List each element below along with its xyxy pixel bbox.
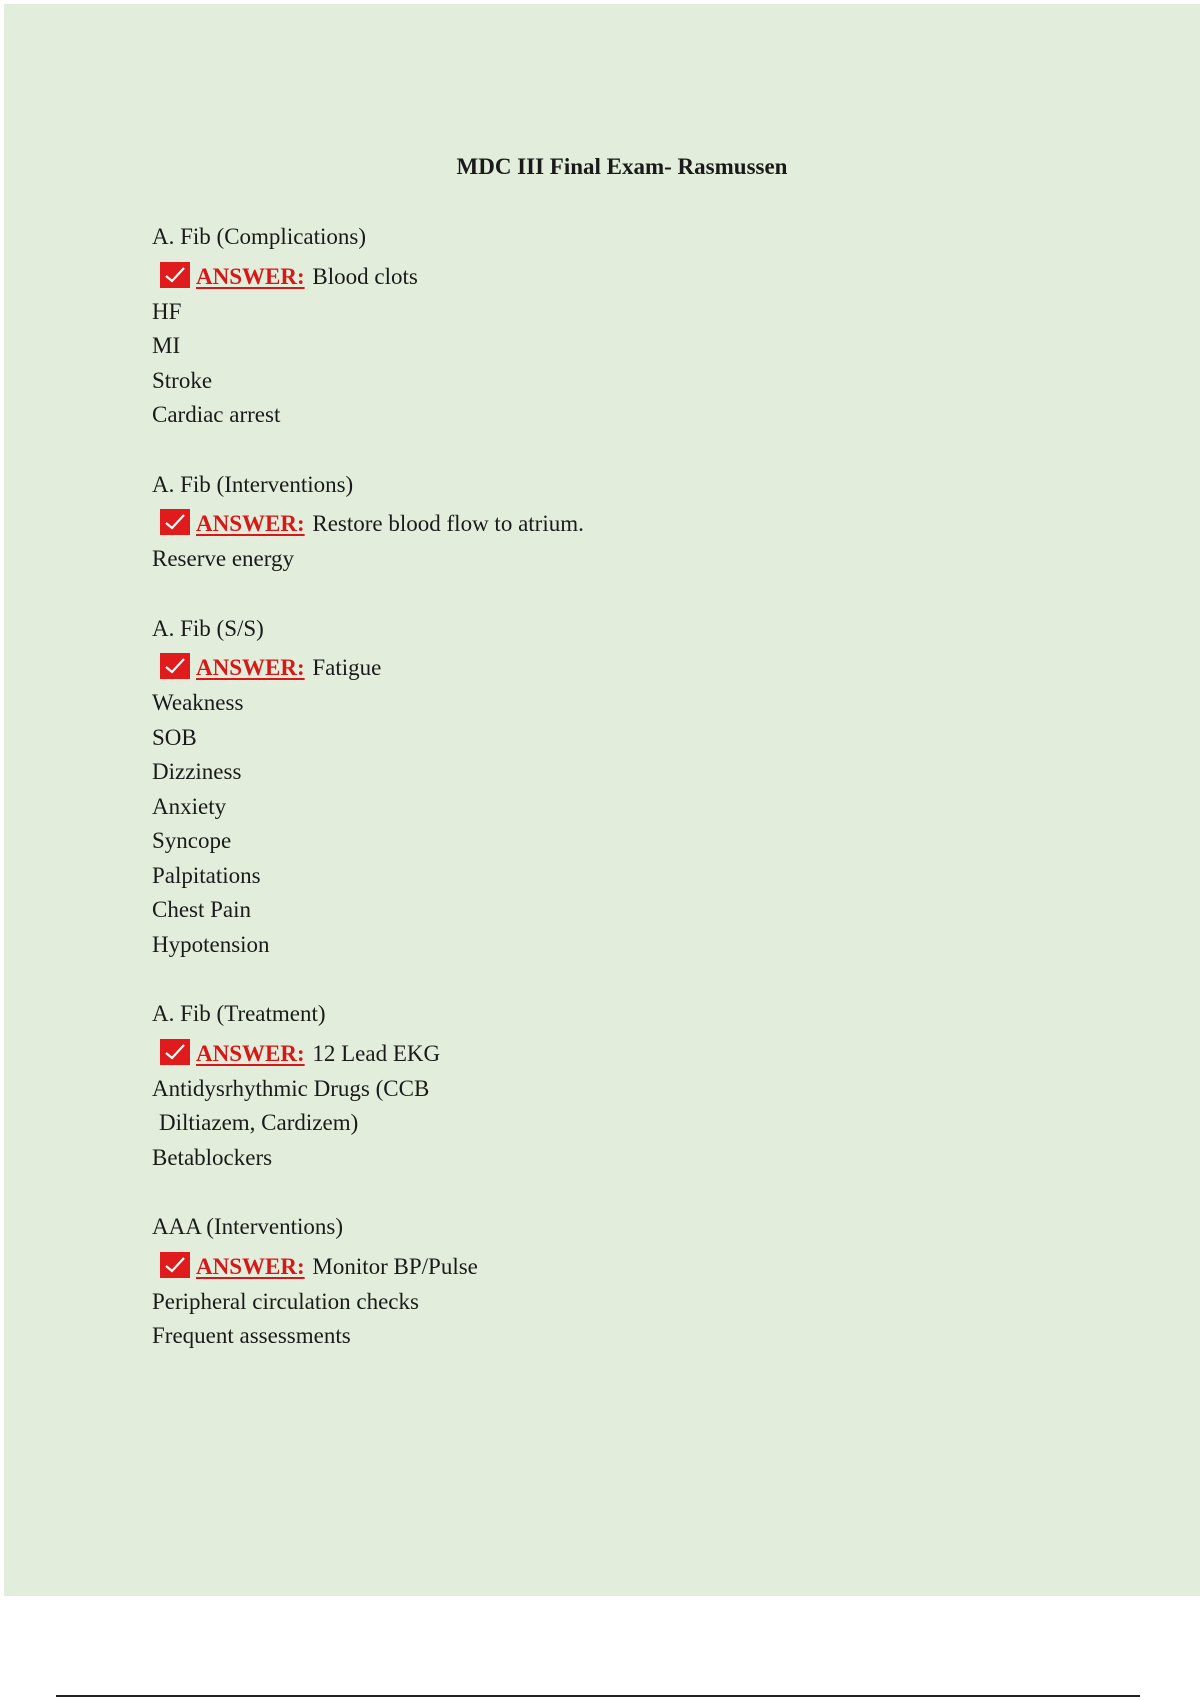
answer-line [152, 1249, 1052, 1285]
answer-line [152, 1036, 1052, 1072]
footer-divider [56, 1695, 1140, 1697]
detail-line: Antidysrhythmic Drugs (CCB [152, 1075, 430, 1101]
detail-line: Chest Pain [152, 897, 252, 922]
detail-line: MI [152, 333, 181, 358]
answer-line [152, 650, 1052, 686]
answer-label: ANSWER: [196, 655, 305, 680]
detail-line: Hypotension [152, 931, 270, 957]
qa-section [152, 220, 1052, 433]
document-page [4, 4, 1200, 1596]
answer-line [152, 506, 1052, 542]
detail-line: SOB [152, 724, 197, 750]
qa-content [152, 220, 1052, 1389]
detail-line: Syncope [152, 828, 232, 853]
check-icon [160, 653, 190, 679]
detail-line: Betablockers [152, 1144, 273, 1170]
detail-line: Peripheral circulation checks [152, 1288, 419, 1314]
question-title: A. Fib (S/S) [152, 615, 264, 641]
check-icon [160, 1252, 190, 1278]
question-title: A. Fib (Interventions) [152, 471, 354, 497]
qa-section [152, 997, 1052, 1175]
qa-section [152, 612, 1052, 963]
question-title: A. Fib (Treatment) [152, 1001, 326, 1026]
answer-label: ANSWER: [196, 511, 305, 536]
question-title: AAA (Interventions) [152, 1214, 343, 1239]
detail-line: Dizziness [152, 759, 242, 784]
check-icon [160, 262, 190, 288]
answer-label: ANSWER: [196, 1253, 305, 1279]
qa-section [152, 1210, 1052, 1354]
answer-label: ANSWER: [196, 1040, 305, 1066]
detail-line: HF [152, 298, 182, 324]
answer-label: ANSWER: [196, 263, 305, 289]
answer-text: Blood clots [312, 263, 418, 289]
detail-line: Anxiety [152, 793, 227, 819]
qa-section [152, 468, 1052, 577]
answer-text: Fatigue [312, 655, 382, 680]
detail-line: Weakness [152, 690, 244, 715]
detail-line: Cardiac arrest [152, 402, 281, 427]
answer-text: Restore blood flow to atrium. [312, 511, 584, 536]
check-icon [160, 1039, 190, 1065]
answer-line [152, 259, 1052, 295]
detail-line: Palpitations [152, 862, 261, 888]
detail-line: Frequent assessments [152, 1323, 351, 1348]
page-title: MDC III Final Exam- Rasmussen [456, 154, 788, 179]
detail-line: Reserve energy [152, 546, 294, 571]
answer-text: 12 Lead EKG [312, 1040, 441, 1066]
check-icon [160, 509, 190, 535]
detail-line: Stroke [152, 367, 213, 393]
detail-line: Diltiazem, Cardizem) [159, 1110, 359, 1135]
answer-text: Monitor BP/Pulse [312, 1253, 478, 1279]
question-title: A. Fib (Complications) [152, 224, 367, 249]
